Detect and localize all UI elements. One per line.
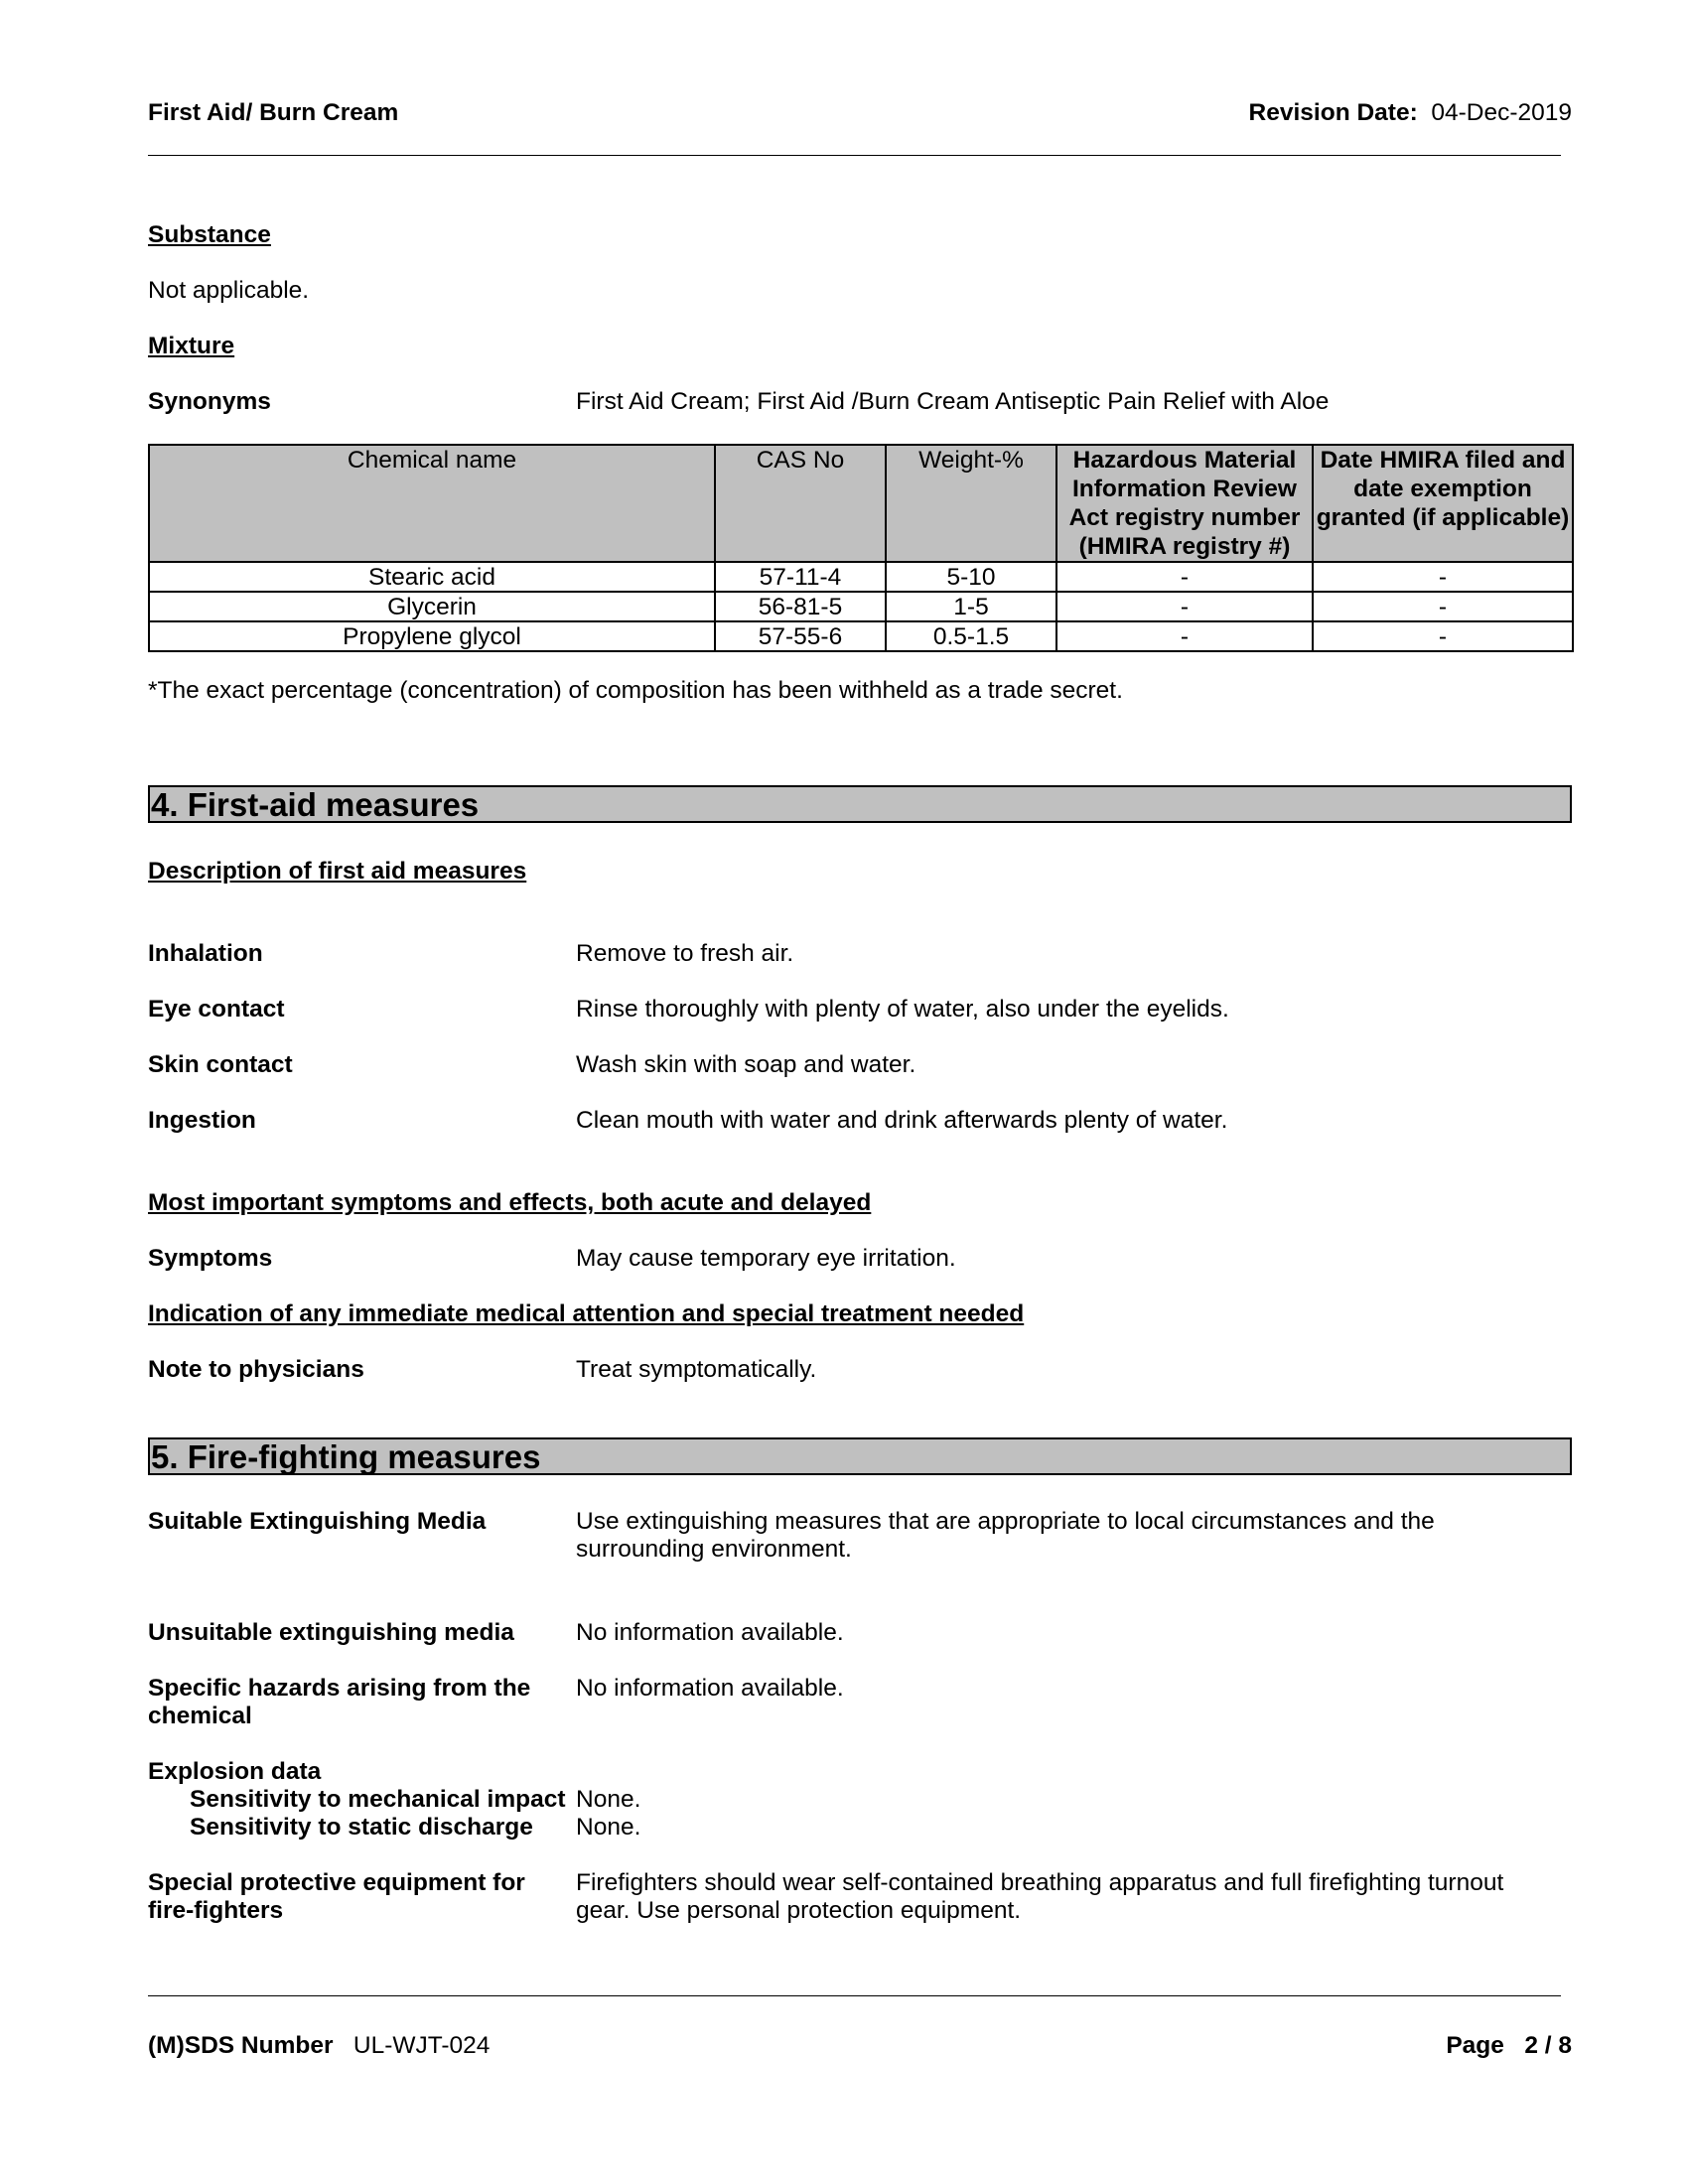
ingestion-label: Ingestion: [148, 1107, 256, 1134]
revision-block: [1249, 99, 1572, 127]
section-4-title: 4. First-aid measures: [151, 786, 480, 823]
table-header-row: [149, 445, 1573, 562]
table-cell: Stearic acid: [149, 562, 715, 592]
table-cell: -: [1056, 592, 1313, 621]
suitable-media-label: Suitable Extinguishing Media: [148, 1508, 487, 1535]
col-header-weight: Weight-%: [886, 445, 1056, 562]
table-cell: 57-55-6: [715, 621, 886, 651]
eye-contact-value: Rinse thoroughly with plenty of water, also under the eyelids.: [576, 996, 1229, 1023]
table-cell: 56-81-5: [715, 592, 886, 621]
table-cell: -: [1313, 562, 1573, 592]
static-discharge-label: Sensitivity to static discharge: [190, 1814, 533, 1841]
substance-heading: Substance: [148, 221, 271, 248]
symptoms-value: May cause temporary eye irritation.: [576, 1245, 956, 1272]
ppe-label-1: Special protective equipment for: [148, 1869, 525, 1896]
composition-table: [148, 444, 1574, 652]
table-cell: -: [1056, 621, 1313, 651]
explosion-data-label: Explosion data: [148, 1758, 322, 1785]
skin-contact-value: Wash skin with soap and water.: [576, 1051, 916, 1078]
synonyms-label: Synonyms: [148, 388, 271, 415]
sds-number-block: [148, 2032, 490, 2060]
table-cell: Propylene glycol: [149, 621, 715, 651]
product-name: First Aid/ Burn Cream: [148, 99, 399, 126]
ingestion-value: Clean mouth with water and drink afterwards plenty of water.: [576, 1107, 1228, 1134]
ppe-value-1: Firefighters should wear self-contained breathing apparatus and full firefighting turnout: [576, 1869, 1504, 1896]
col-header-chemical: Chemical name: [149, 445, 715, 562]
unsuitable-media-label: Unsuitable extinguishing media: [148, 1619, 514, 1646]
unsuitable-media-value: No information available.: [576, 1619, 844, 1646]
col-header-cas: CAS No: [715, 445, 886, 562]
footer-divider: [148, 1995, 1561, 1996]
mixture-heading: Mixture: [148, 333, 235, 359]
section-4-bar: [148, 785, 1572, 823]
page-number: 2 / 8: [1524, 2032, 1572, 2059]
table-row: [149, 621, 1573, 651]
inhalation-label: Inhalation: [148, 940, 263, 967]
table-row: [149, 592, 1573, 621]
page-number-block: [1446, 2032, 1572, 2060]
specific-hazards-value: No information available.: [576, 1675, 844, 1702]
substance-text: Not applicable.: [148, 277, 310, 304]
physicians-label: Note to physicians: [148, 1356, 364, 1383]
mechanical-impact-label: Sensitivity to mechanical impact: [190, 1786, 566, 1813]
mechanical-impact-value: None.: [576, 1786, 641, 1813]
suitable-media-value-1: Use extinguishing measures that are appropriate to local circumstances and the: [576, 1508, 1435, 1535]
ppe-value-2: gear. Use personal protection equipment.: [576, 1897, 1022, 1924]
section-5-bar: [148, 1437, 1572, 1475]
table-cell: -: [1313, 592, 1573, 621]
physicians-value: Treat symptomatically.: [576, 1356, 817, 1383]
indication-heading: Indication of any immediate medical attention and special treatment needed: [148, 1300, 1025, 1327]
table-cell: 0.5-1.5: [886, 621, 1056, 651]
specific-hazards-label-2: chemical: [148, 1703, 252, 1729]
trade-secret-note: *The exact percentage (concentration) of composition has been withheld as a trade secret.: [148, 677, 1123, 704]
table-cell: 57-11-4: [715, 562, 886, 592]
first-aid-description-heading: Description of first aid measures: [148, 858, 527, 885]
table-cell: -: [1056, 562, 1313, 592]
skin-contact-label: Skin contact: [148, 1051, 293, 1078]
revision-date: 04-Dec-2019: [1431, 99, 1572, 126]
symptoms-heading: Most important symptoms and effects, both acute and delayed: [148, 1189, 872, 1216]
table-cell: 1-5: [886, 592, 1056, 621]
page-label: Page: [1446, 2032, 1504, 2059]
inhalation-value: Remove to fresh air.: [576, 940, 794, 967]
symptoms-label: Symptoms: [148, 1245, 273, 1272]
table-cell: Glycerin: [149, 592, 715, 621]
specific-hazards-label-1: Specific hazards arising from the: [148, 1675, 531, 1702]
sds-number-label: (M)SDS Number: [148, 2032, 334, 2059]
sds-number-value: UL-WJT-024: [352, 2032, 491, 2059]
synonyms-value: First Aid Cream; First Aid /Burn Cream Antiseptic Pain Relief with Aloe: [576, 388, 1330, 415]
table-cell: 5-10: [886, 562, 1056, 592]
table-cell: -: [1313, 621, 1573, 651]
section-5-title: 5. Fire-fighting measures: [151, 1438, 541, 1475]
suitable-media-value-2: surrounding environment.: [576, 1536, 852, 1563]
static-discharge-value: None.: [576, 1814, 641, 1841]
header-divider: [148, 155, 1561, 156]
ppe-label-2: fire-fighters: [148, 1897, 284, 1924]
col-header-hmira-date: Date HMIRA filed and date exemption granted (if applicable): [1313, 445, 1573, 562]
revision-label: Revision Date:: [1248, 99, 1418, 126]
eye-contact-label: Eye contact: [148, 996, 285, 1023]
col-header-hmira: Hazardous Material Information Review Act registry number (HMIRA registry #): [1056, 445, 1313, 562]
table-row: [149, 562, 1573, 592]
